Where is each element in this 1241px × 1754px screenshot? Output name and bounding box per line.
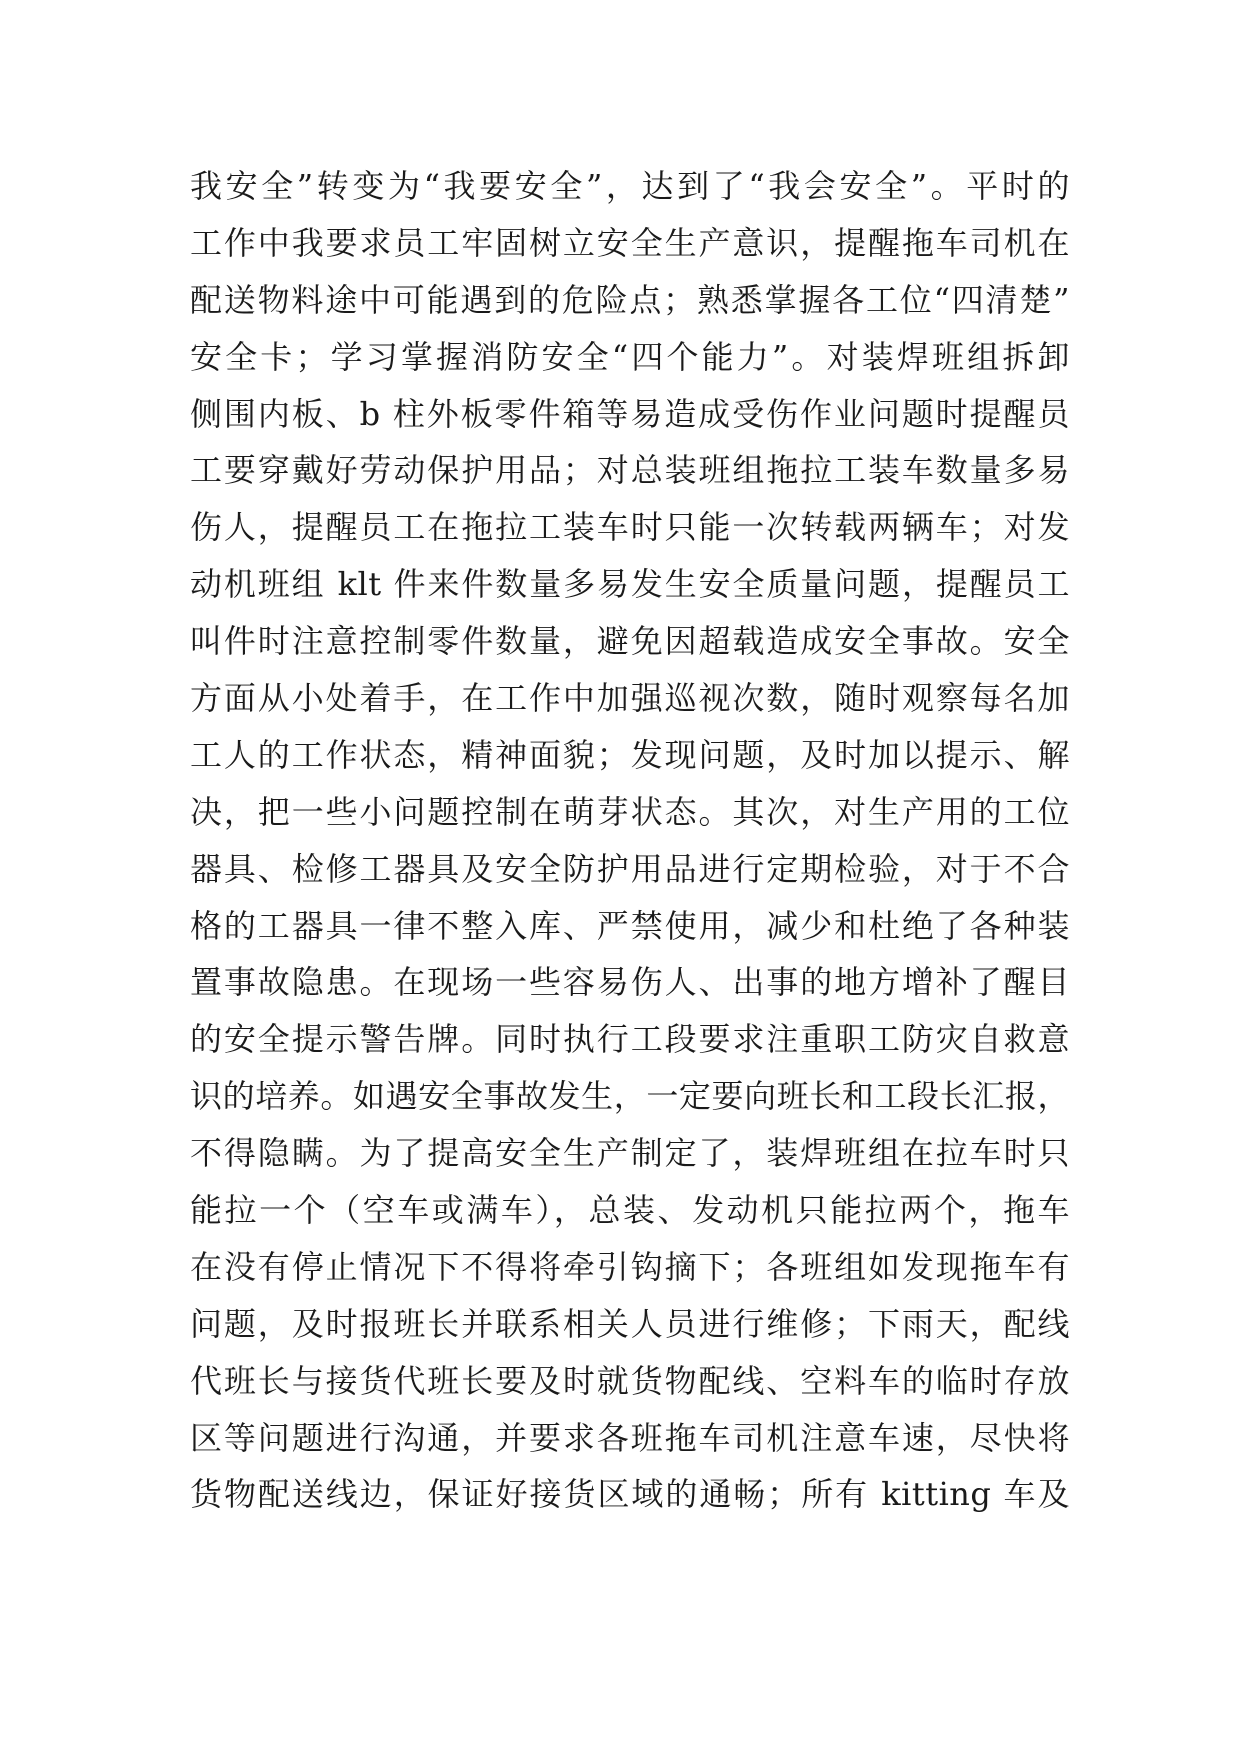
text-line: 货物配送线边，保证好接货区域的通畅；所有 kitting 车及 (190, 1475, 1070, 1514)
text-line: 置事故隐患。在现场一些容易伤人、出事的地方增补了醒目 (190, 963, 1070, 1002)
text-line: 问题，及时报班长并联系相关人员进行维修；下雨天，配线 (190, 1304, 1070, 1343)
text-line: 格的工器具一律不整入库、严禁使用，减少和杜绝了各种装 (190, 906, 1070, 945)
text-line: 器具、检修工器具及安全防护用品进行定期检验，对于不合 (190, 849, 1070, 888)
text-line: 能拉一个（空车或满车），总装、发动机只能拉两个，拖车 (190, 1191, 1070, 1230)
text-line: 伤人，提醒员工在拖拉工装车时只能一次转载两辆车；对发 (190, 508, 1070, 547)
body-paragraph (190, 158, 1070, 1523)
text-line: 工人的工作状态，精神面貌；发现问题，及时加以提示、解 (190, 735, 1070, 774)
text-line: 侧围内板、b 柱外板零件箱等易造成受伤作业问题时提醒员 (190, 394, 1070, 433)
text-line: 代班长与接货代班长要及时就货物配线、空料车的临时存放 (190, 1361, 1070, 1400)
text-line: 识的培养。如遇安全事故发生，一定要向班长和工段长汇报， (190, 1077, 1070, 1116)
text-line: 工作中我要求员工牢固树立安全生产意识，提醒拖车司机在 (190, 223, 1070, 262)
text-line: 配送物料途中可能遇到的危险点；熟悉掌握各工位“四清楚” (190, 280, 1070, 319)
text-line: 决，把一些小问题控制在萌芽状态。其次，对生产用的工位 (190, 792, 1070, 831)
text-line: 区等问题进行沟通，并要求各班拖车司机注意车速，尽快将 (190, 1418, 1070, 1457)
text-line: 方面从小处着手，在工作中加强巡视次数，随时观察每名加 (190, 679, 1070, 718)
text-line: 安全卡；学习掌握消防安全“四个能力”。对装焊班组拆卸 (190, 337, 1070, 376)
text-line: 叫件时注意控制零件数量，避免因超载造成安全事故。安全 (190, 622, 1070, 661)
text-line: 我安全”转变为“我要安全”，达到了“我会安全”。平时的 (190, 167, 1070, 205)
text-line: 不得隐瞒。为了提高安全生产制定了，装焊班组在拉车时只 (190, 1134, 1070, 1173)
text-line: 的安全提示警告牌。同时执行工段要求注重职工防灾自救意 (190, 1020, 1070, 1059)
text-line: 动机班组 klt 件来件数量多易发生安全质量问题，提醒员工 (190, 565, 1070, 604)
text-line: 在没有停止情况下不得将牵引钩摘下；各班组如发现拖车有 (190, 1247, 1070, 1286)
text-line: 工要穿戴好劳动保护用品；对总装班组拖拉工装车数量多易 (190, 451, 1070, 490)
